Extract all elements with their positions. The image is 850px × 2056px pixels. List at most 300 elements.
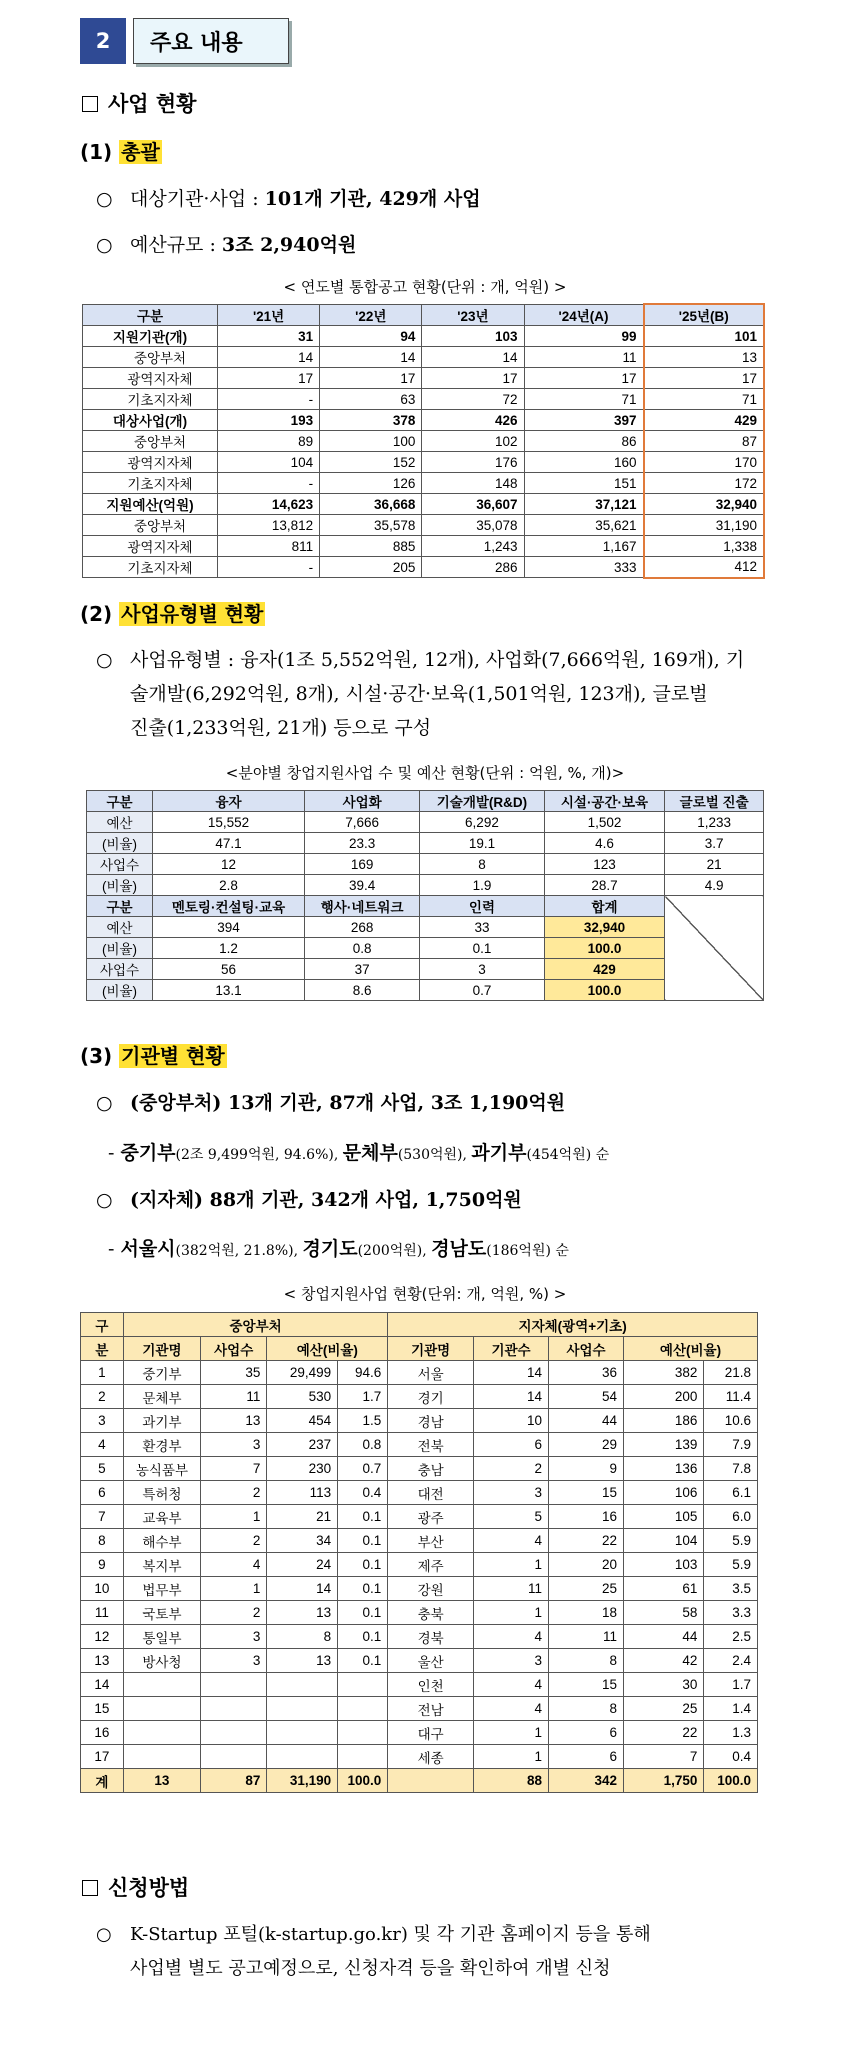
row-number: 15 bbox=[81, 1697, 124, 1721]
part1-bullet-budget: ○ 예산규모 : 3조 2,940억원 bbox=[96, 234, 357, 256]
table-cell: 방사청 bbox=[123, 1649, 200, 1673]
table-cell: - bbox=[218, 473, 320, 494]
table-cell: 7.8 bbox=[704, 1457, 758, 1481]
row-label: 지원예산(억원) bbox=[83, 494, 218, 515]
square-bullet-icon bbox=[82, 1880, 98, 1896]
table-cell: 제주 bbox=[388, 1553, 474, 1577]
row-number: 8 bbox=[81, 1529, 124, 1553]
table-cell: 13,812 bbox=[218, 515, 320, 536]
table-row bbox=[87, 917, 764, 938]
table-row bbox=[83, 515, 765, 536]
table-cell: 21.8 bbox=[704, 1361, 758, 1385]
table-cell: 44 bbox=[549, 1409, 624, 1433]
table-cell: 1 bbox=[201, 1505, 267, 1529]
table-cell: 세종 bbox=[388, 1745, 474, 1769]
table-cell: 34 bbox=[267, 1529, 338, 1553]
row-number: 4 bbox=[81, 1433, 124, 1457]
table-cell: 170 bbox=[644, 452, 764, 473]
table-cell: 885 bbox=[320, 536, 422, 557]
table-cell: 4.6 bbox=[544, 833, 665, 854]
table-cell: 1,167 bbox=[524, 536, 644, 557]
table-cell: 11 bbox=[549, 1625, 624, 1649]
table-cell: 1.7 bbox=[704, 1673, 758, 1697]
table-cell: 89 bbox=[218, 431, 320, 452]
table-cell: 35 bbox=[201, 1361, 267, 1385]
table-cell: 0.8 bbox=[338, 1433, 388, 1457]
row-label: (비율) bbox=[87, 980, 153, 1001]
table-cell: 1.2 bbox=[153, 938, 305, 959]
row-label: 광역지자체 bbox=[83, 368, 218, 389]
row-label: 광역지자체 bbox=[83, 452, 218, 473]
table-header-row bbox=[87, 791, 764, 812]
table-cell: 강원 bbox=[388, 1577, 474, 1601]
table-cell: 0.4 bbox=[338, 1481, 388, 1505]
table-cell: 11.4 bbox=[704, 1385, 758, 1409]
table-row bbox=[87, 959, 764, 980]
table-cell: 14 bbox=[267, 1577, 338, 1601]
part3-heading: (3) 기관별 현황 bbox=[80, 1044, 225, 1068]
table-cell: 14 bbox=[218, 347, 320, 368]
row-label: 기초지자체 bbox=[83, 389, 218, 410]
row-number: 17 bbox=[81, 1745, 124, 1769]
table-cell: 412 bbox=[644, 557, 764, 578]
table-cell: 7 bbox=[624, 1745, 704, 1769]
table-cell: 35,578 bbox=[320, 515, 422, 536]
table-cell: 0.7 bbox=[338, 1457, 388, 1481]
table-cell: - bbox=[218, 557, 320, 578]
table-cell: 울산 bbox=[388, 1649, 474, 1673]
total-cell: 100.0 bbox=[704, 1769, 758, 1793]
table-row bbox=[83, 410, 765, 431]
table-cell bbox=[201, 1721, 267, 1745]
table-cell: 0.1 bbox=[338, 1601, 388, 1625]
table-row bbox=[81, 1577, 758, 1601]
table-row bbox=[87, 980, 764, 1001]
table-cell: 454 bbox=[267, 1409, 338, 1433]
table-cell: 103 bbox=[624, 1553, 704, 1577]
table-row bbox=[83, 326, 765, 347]
table-cell: 1,338 bbox=[644, 536, 764, 557]
table-cell: 71 bbox=[644, 389, 764, 410]
table-cell: 36 bbox=[549, 1361, 624, 1385]
table-cell: 17 bbox=[644, 368, 764, 389]
row-label: 기초지자체 bbox=[83, 473, 218, 494]
table-cell: 37 bbox=[305, 959, 420, 980]
table-cell: 대전 bbox=[388, 1481, 474, 1505]
table-row bbox=[81, 1673, 758, 1697]
table-header: '22년 bbox=[320, 304, 422, 326]
table-header: 기관명 bbox=[123, 1337, 200, 1361]
table-cell: 14 bbox=[474, 1361, 549, 1385]
table-cell: 123 bbox=[544, 854, 665, 875]
table-header: 예산(비율) bbox=[624, 1337, 758, 1361]
part2-table-caption: <분야별 창업지원사업 수 및 예산 현황(단위 : 억원, %, 개)> bbox=[225, 764, 625, 782]
table-cell: 16 bbox=[549, 1505, 624, 1529]
table-cell: 0.1 bbox=[338, 1577, 388, 1601]
table-cell: 100.0 bbox=[544, 980, 665, 1001]
table-cell: 1,502 bbox=[544, 812, 665, 833]
table-cell: 113 bbox=[267, 1481, 338, 1505]
table-cell: 36,668 bbox=[320, 494, 422, 515]
table-row bbox=[83, 536, 765, 557]
table-row bbox=[81, 1361, 758, 1385]
table-cell: 2.4 bbox=[704, 1649, 758, 1673]
table-cell: 7.9 bbox=[704, 1433, 758, 1457]
table-cell bbox=[338, 1697, 388, 1721]
table-row bbox=[81, 1745, 758, 1769]
table-cell: 과기부 bbox=[123, 1409, 200, 1433]
table-cell: 3 bbox=[201, 1649, 267, 1673]
table-cell: 2.8 bbox=[153, 875, 305, 896]
table-row bbox=[81, 1697, 758, 1721]
table-cell: 176 bbox=[422, 452, 524, 473]
table-cell: 8.6 bbox=[305, 980, 420, 1001]
part3-dash-central: - 중기부(2조 9,499억원, 94.6%), 문체부(530억원), 과기부(454억원) 순 bbox=[108, 1142, 610, 1164]
table-cell: 15 bbox=[549, 1481, 624, 1505]
table-row bbox=[87, 854, 764, 875]
table-cell: 중기부 bbox=[123, 1361, 200, 1385]
table-cell: 통일부 bbox=[123, 1625, 200, 1649]
table-cell: 1.5 bbox=[338, 1409, 388, 1433]
table-cell: 전북 bbox=[388, 1433, 474, 1457]
table-row bbox=[87, 833, 764, 854]
table-cell: 426 bbox=[422, 410, 524, 431]
row-number: 7 bbox=[81, 1505, 124, 1529]
table-cell: 0.7 bbox=[420, 980, 544, 1001]
table-row bbox=[83, 431, 765, 452]
table-cell: 61 bbox=[624, 1577, 704, 1601]
table-cell: 6,292 bbox=[420, 812, 544, 833]
table-cell: 35,078 bbox=[422, 515, 524, 536]
row-number: 10 bbox=[81, 1577, 124, 1601]
table-header: 예산(비율) bbox=[267, 1337, 388, 1361]
table-header-row bbox=[81, 1313, 758, 1337]
table-cell: 126 bbox=[320, 473, 422, 494]
table-cell: 160 bbox=[524, 452, 644, 473]
table-cell: 193 bbox=[218, 410, 320, 431]
table-cell: 106 bbox=[624, 1481, 704, 1505]
table-cell: 경기 bbox=[388, 1385, 474, 1409]
table-cell: 12 bbox=[153, 854, 305, 875]
row-number: 12 bbox=[81, 1625, 124, 1649]
table-cell: 3 bbox=[474, 1649, 549, 1673]
table-row bbox=[87, 875, 764, 896]
table-cell: 94 bbox=[320, 326, 422, 347]
table-cell: 3.7 bbox=[665, 833, 764, 854]
table-row bbox=[81, 1409, 758, 1433]
table-cell: 58 bbox=[624, 1601, 704, 1625]
table-cell: 6.1 bbox=[704, 1481, 758, 1505]
table-cell: 2.5 bbox=[704, 1625, 758, 1649]
business-status-heading: 사업 현황 bbox=[82, 88, 196, 118]
table-cell bbox=[201, 1697, 267, 1721]
table-cell: 56 bbox=[153, 959, 305, 980]
table-cell: 28.7 bbox=[544, 875, 665, 896]
table-cell: 4 bbox=[474, 1673, 549, 1697]
table-cell: 3 bbox=[420, 959, 544, 980]
table-header: 기관수 bbox=[474, 1337, 549, 1361]
yearly-status-table bbox=[82, 303, 765, 579]
table-header: 인력 bbox=[420, 896, 544, 917]
table-row bbox=[81, 1505, 758, 1529]
table-header-row bbox=[87, 896, 764, 917]
table-cell: 104 bbox=[624, 1529, 704, 1553]
table-cell bbox=[201, 1673, 267, 1697]
table-cell: 4 bbox=[474, 1697, 549, 1721]
table-cell: 13 bbox=[201, 1409, 267, 1433]
part3-bullet-local: ○ (지자체) 88개 기관, 342개 사업, 1,750억원 bbox=[96, 1189, 522, 1211]
table-cell: 333 bbox=[524, 557, 644, 578]
table-cell: 7,666 bbox=[305, 812, 420, 833]
table-cell: 44 bbox=[624, 1625, 704, 1649]
table-cell: 10.6 bbox=[704, 1409, 758, 1433]
apply-bullet: ○ K-Startup 포털(k-startup.go.kr) 및 각 기관 홈페이지 등을 통해 사업별 별도 공고예정으로, 신청자격 등을 확인하여 개별 신청 bbox=[96, 1924, 651, 1979]
table-row bbox=[83, 473, 765, 494]
section-title: 주요 내용 bbox=[133, 18, 289, 64]
table-cell: 14 bbox=[320, 347, 422, 368]
table-cell: 20 bbox=[549, 1553, 624, 1577]
table-cell: 29,499 bbox=[267, 1361, 338, 1385]
table-cell: 13 bbox=[644, 347, 764, 368]
table-cell: 1.4 bbox=[704, 1697, 758, 1721]
table-header: 사업수 bbox=[549, 1337, 624, 1361]
table-cell: 530 bbox=[267, 1385, 338, 1409]
table-cell: 186 bbox=[624, 1409, 704, 1433]
table-cell: 9 bbox=[549, 1457, 624, 1481]
table-row bbox=[81, 1625, 758, 1649]
table-cell bbox=[267, 1745, 338, 1769]
table-cell: 4 bbox=[474, 1625, 549, 1649]
table-row bbox=[81, 1553, 758, 1577]
table-cell bbox=[338, 1721, 388, 1745]
table-cell: 72 bbox=[422, 389, 524, 410]
row-label: (비율) bbox=[87, 833, 153, 854]
row-number: 1 bbox=[81, 1361, 124, 1385]
table-cell: 1 bbox=[201, 1577, 267, 1601]
table-cell: 36,607 bbox=[422, 494, 524, 515]
table-cell: 0.1 bbox=[338, 1553, 388, 1577]
table-cell: 35,621 bbox=[524, 515, 644, 536]
row-label: (비율) bbox=[87, 875, 153, 896]
table-cell: 5.9 bbox=[704, 1529, 758, 1553]
table-cell: 230 bbox=[267, 1457, 338, 1481]
table-header: '24년(A) bbox=[524, 304, 644, 326]
agency-status-table bbox=[80, 1312, 758, 1793]
part3-bullet-central: ○ (중앙부처) 13개 기관, 87개 사업, 3조 1,190억원 bbox=[96, 1092, 566, 1114]
square-bullet-icon bbox=[82, 96, 98, 112]
row-number: 6 bbox=[81, 1481, 124, 1505]
table-cell: 13 bbox=[267, 1601, 338, 1625]
table-cell: 경북 bbox=[388, 1625, 474, 1649]
part3-dash-local: - 서울시(382억원, 21.8%), 경기도(200억원), 경남도(186억원) 순 bbox=[108, 1238, 569, 1260]
table-cell: 136 bbox=[624, 1457, 704, 1481]
table-cell: 18 bbox=[549, 1601, 624, 1625]
table-cell: 2 bbox=[201, 1601, 267, 1625]
table-cell: 139 bbox=[624, 1433, 704, 1457]
table-cell: 169 bbox=[305, 854, 420, 875]
table-cell: 378 bbox=[320, 410, 422, 431]
table-cell: 1.9 bbox=[420, 875, 544, 896]
table-cell: 전남 bbox=[388, 1697, 474, 1721]
table-row bbox=[87, 812, 764, 833]
table-cell bbox=[123, 1745, 200, 1769]
table-cell: 11 bbox=[201, 1385, 267, 1409]
apply-heading: 신청방법 bbox=[82, 1872, 189, 1902]
table-row bbox=[83, 347, 765, 368]
row-label: 중앙부처 bbox=[83, 347, 218, 368]
table-cell: 0.1 bbox=[338, 1529, 388, 1553]
table-header: 합계 bbox=[544, 896, 665, 917]
table-cell: 31,190 bbox=[644, 515, 764, 536]
table-cell: 22 bbox=[549, 1529, 624, 1553]
table-cell: 152 bbox=[320, 452, 422, 473]
table-cell bbox=[267, 1673, 338, 1697]
row-label: 예산 bbox=[87, 812, 153, 833]
table-cell: 환경부 bbox=[123, 1433, 200, 1457]
table-cell: 충북 bbox=[388, 1601, 474, 1625]
row-label: 기초지자체 bbox=[83, 557, 218, 578]
table-cell: 7 bbox=[201, 1457, 267, 1481]
table-cell: 8 bbox=[420, 854, 544, 875]
table-row bbox=[83, 452, 765, 473]
table-cell: - bbox=[218, 389, 320, 410]
table-cell: 1 bbox=[474, 1601, 549, 1625]
table-cell: 105 bbox=[624, 1505, 704, 1529]
table-cell: 33 bbox=[420, 917, 544, 938]
table-cell: 17 bbox=[218, 368, 320, 389]
table-cell: 농식품부 bbox=[123, 1457, 200, 1481]
row-number: 9 bbox=[81, 1553, 124, 1577]
table-cell: 429 bbox=[644, 410, 764, 431]
part3-table-caption: < 창업지원사업 현황(단위: 개, 억원, %) > bbox=[283, 1285, 567, 1303]
table-cell: 100 bbox=[320, 431, 422, 452]
table-cell: 4.9 bbox=[665, 875, 764, 896]
table-cell: 3 bbox=[201, 1625, 267, 1649]
table-header: 중앙부처 bbox=[123, 1313, 387, 1337]
table-cell: 0.4 bbox=[704, 1745, 758, 1769]
row-label: 지원기관(개) bbox=[83, 326, 218, 347]
table-row bbox=[81, 1529, 758, 1553]
row-label: 사업수 bbox=[87, 854, 153, 875]
table-header: 융자 bbox=[153, 791, 305, 812]
table-cell: 382 bbox=[624, 1361, 704, 1385]
table-header: 지자체(광역+기초) bbox=[388, 1313, 758, 1337]
table-cell: 63 bbox=[320, 389, 422, 410]
table-header: 시설·공간·보육 bbox=[544, 791, 665, 812]
part1-heading: (1) 총괄 bbox=[80, 140, 160, 164]
table-cell bbox=[338, 1673, 388, 1697]
table-cell bbox=[267, 1697, 338, 1721]
table-row bbox=[83, 494, 765, 515]
table-cell: 2 bbox=[201, 1529, 267, 1553]
table-cell: 0.1 bbox=[338, 1505, 388, 1529]
table-cell: 397 bbox=[524, 410, 644, 431]
table-cell: 3 bbox=[201, 1433, 267, 1457]
table-cell: 4 bbox=[201, 1553, 267, 1577]
table-cell: 23.3 bbox=[305, 833, 420, 854]
table-cell: 0.1 bbox=[420, 938, 544, 959]
table-cell: 1,243 bbox=[422, 536, 524, 557]
table-header: '25년(B) bbox=[644, 304, 764, 326]
table-cell bbox=[123, 1721, 200, 1745]
table-cell: 14,623 bbox=[218, 494, 320, 515]
table-cell: 0.1 bbox=[338, 1625, 388, 1649]
table-cell: 17 bbox=[524, 368, 644, 389]
table-cell: 148 bbox=[422, 473, 524, 494]
table-cell: 71 bbox=[524, 389, 644, 410]
table-cell: 문체부 bbox=[123, 1385, 200, 1409]
table-cell: 14 bbox=[422, 347, 524, 368]
table-cell: 47.1 bbox=[153, 833, 305, 854]
table-cell: 경남 bbox=[388, 1409, 474, 1433]
table-cell: 5 bbox=[474, 1505, 549, 1529]
table-cell: 1 bbox=[474, 1745, 549, 1769]
part1-table-caption: < 연도별 통합공고 현황(단위 : 개, 억원) > bbox=[283, 278, 567, 296]
table-cell: 1 bbox=[474, 1721, 549, 1745]
type-status-table bbox=[86, 790, 764, 1001]
table-header: '21년 bbox=[218, 304, 320, 326]
table-cell: 10 bbox=[474, 1409, 549, 1433]
total-row bbox=[81, 1769, 758, 1793]
table-cell: 14 bbox=[474, 1385, 549, 1409]
row-number: 16 bbox=[81, 1721, 124, 1745]
table-row bbox=[83, 389, 765, 410]
table-header: 멘토링·컨설팅·교육 bbox=[153, 896, 305, 917]
table-cell: 6.0 bbox=[704, 1505, 758, 1529]
table-cell: 서울 bbox=[388, 1361, 474, 1385]
row-label: 예산 bbox=[87, 917, 153, 938]
table-cell: 17 bbox=[422, 368, 524, 389]
table-cell: 394 bbox=[153, 917, 305, 938]
table-cell: 104 bbox=[218, 452, 320, 473]
table-cell: 3 bbox=[474, 1481, 549, 1505]
table-cell: 법무부 bbox=[123, 1577, 200, 1601]
row-number: 2 bbox=[81, 1385, 124, 1409]
table-row bbox=[81, 1385, 758, 1409]
table-cell: 13 bbox=[267, 1649, 338, 1673]
table-cell: 대구 bbox=[388, 1721, 474, 1745]
table-cell: 6 bbox=[549, 1745, 624, 1769]
table-cell: 32,940 bbox=[544, 917, 665, 938]
table-cell: 39.4 bbox=[305, 875, 420, 896]
table-cell: 103 bbox=[422, 326, 524, 347]
table-cell: 22 bbox=[624, 1721, 704, 1745]
table-cell: 4 bbox=[474, 1529, 549, 1553]
row-label: 중앙부처 bbox=[83, 431, 218, 452]
table-cell: 237 bbox=[267, 1433, 338, 1457]
table-cell: 6 bbox=[474, 1433, 549, 1457]
row-number: 3 bbox=[81, 1409, 124, 1433]
total-cell: 342 bbox=[549, 1769, 624, 1793]
table-cell: 151 bbox=[524, 473, 644, 494]
table-cell: 8 bbox=[267, 1625, 338, 1649]
section-number: 2 bbox=[80, 18, 126, 64]
table-header: 구 bbox=[81, 1313, 124, 1337]
table-header: 구분 bbox=[87, 896, 153, 917]
diagonal-empty-cell bbox=[665, 896, 764, 1001]
table-cell: 25 bbox=[624, 1697, 704, 1721]
total-cell: 계 bbox=[81, 1769, 124, 1793]
table-row bbox=[83, 557, 765, 578]
table-cell: 1.7 bbox=[338, 1385, 388, 1409]
table-cell: 3.3 bbox=[704, 1601, 758, 1625]
table-cell: 광주 bbox=[388, 1505, 474, 1529]
table-cell: 5.9 bbox=[704, 1553, 758, 1577]
table-cell bbox=[338, 1745, 388, 1769]
table-cell: 86 bbox=[524, 431, 644, 452]
table-row bbox=[81, 1601, 758, 1625]
table-cell bbox=[123, 1673, 200, 1697]
